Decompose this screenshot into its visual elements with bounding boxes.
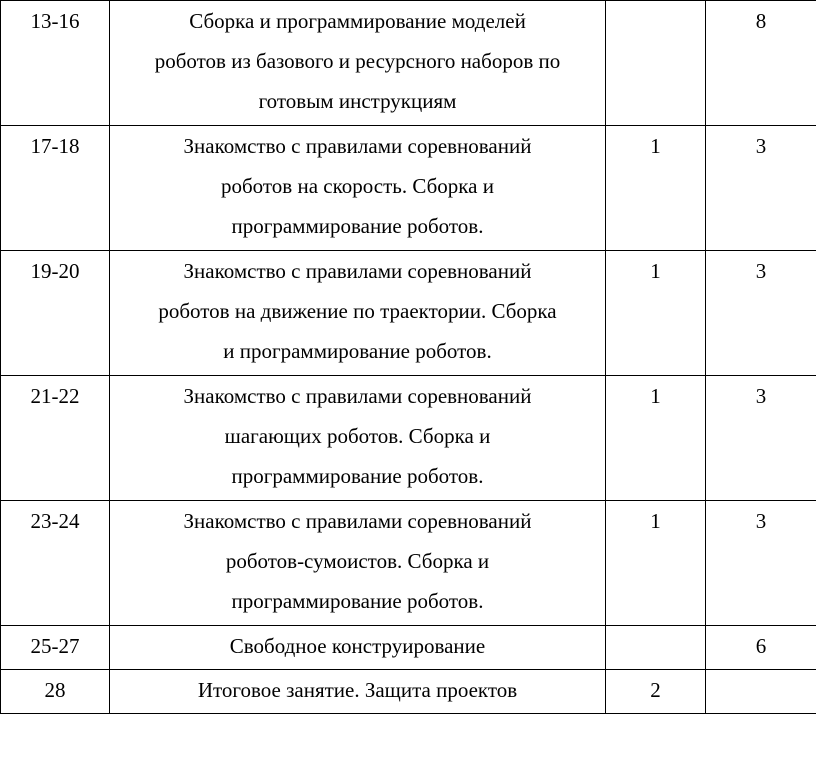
theory-hours-cell: 1 [606,501,706,626]
theory-hours-cell [606,626,706,670]
table-row [1,501,816,626]
lesson-topic-cell [110,376,606,501]
theory-hours-cell: 1 [606,376,706,501]
theory-hours-cell [606,1,706,126]
topic-line: Свободное конструирование [229,634,486,658]
topic-line: программирование роботов. [231,589,484,613]
lesson-number-cell: 17-18 [1,126,110,251]
lesson-topic-cell [110,626,606,670]
table-row [1,670,816,714]
lesson-number-cell: 19-20 [1,251,110,376]
lesson-number-cell: 25-27 [1,626,110,670]
topic-line: роботов на движение по траектории. Сборка [158,299,557,323]
topic-line: Знакомство с правилами соревнований [183,509,532,533]
table-row [1,251,816,376]
topic-line: Знакомство с правилами соревнований [183,134,532,158]
table-row [1,626,816,670]
lesson-topic-cell [110,501,606,626]
topic-line: роботов на скорость. Сборка и [221,174,494,198]
topic-line: Итоговое занятие. Защита проектов [197,678,518,702]
topic-line: готовым инструкциям [258,89,457,113]
lesson-number-cell: 21-22 [1,376,110,501]
theory-hours-cell: 1 [606,126,706,251]
lesson-topic-cell [110,1,606,126]
lesson-number-cell: 23-24 [1,501,110,626]
topic-line: роботов из базового и ресурсного наборов по [154,49,561,73]
theory-hours-cell: 1 [606,251,706,376]
lesson-topic-cell [110,126,606,251]
practice-hours-cell: 3 [706,376,816,501]
practice-hours-cell: 3 [706,501,816,626]
topic-line: Сборка и программирование моделей [189,9,526,33]
topic-line: Знакомство с правилами соревнований [183,384,532,408]
topic-line: роботов-сумоистов. Сборка и [225,549,490,573]
practice-hours-cell: 3 [706,251,816,376]
topic-line: программирование роботов. [231,464,484,488]
lesson-number-cell: 28 [1,670,110,714]
topic-line: и программирование роботов. [223,339,492,363]
table-row [1,1,816,126]
theory-hours-cell: 2 [606,670,706,714]
practice-hours-cell: 8 [706,1,816,126]
practice-hours-cell: 3 [706,126,816,251]
table-row [1,376,816,501]
practice-hours-cell: 6 [706,626,816,670]
lesson-number-cell: 13-16 [1,1,110,126]
topic-line: шагающих роботов. Сборка и [224,424,491,448]
lesson-topic-cell [110,670,606,714]
topic-line: Знакомство с правилами соревнований [183,259,532,283]
practice-hours-cell [706,670,816,714]
lesson-topic-cell [110,251,606,376]
table-row [1,126,816,251]
topic-line: программирование роботов. [231,214,484,238]
